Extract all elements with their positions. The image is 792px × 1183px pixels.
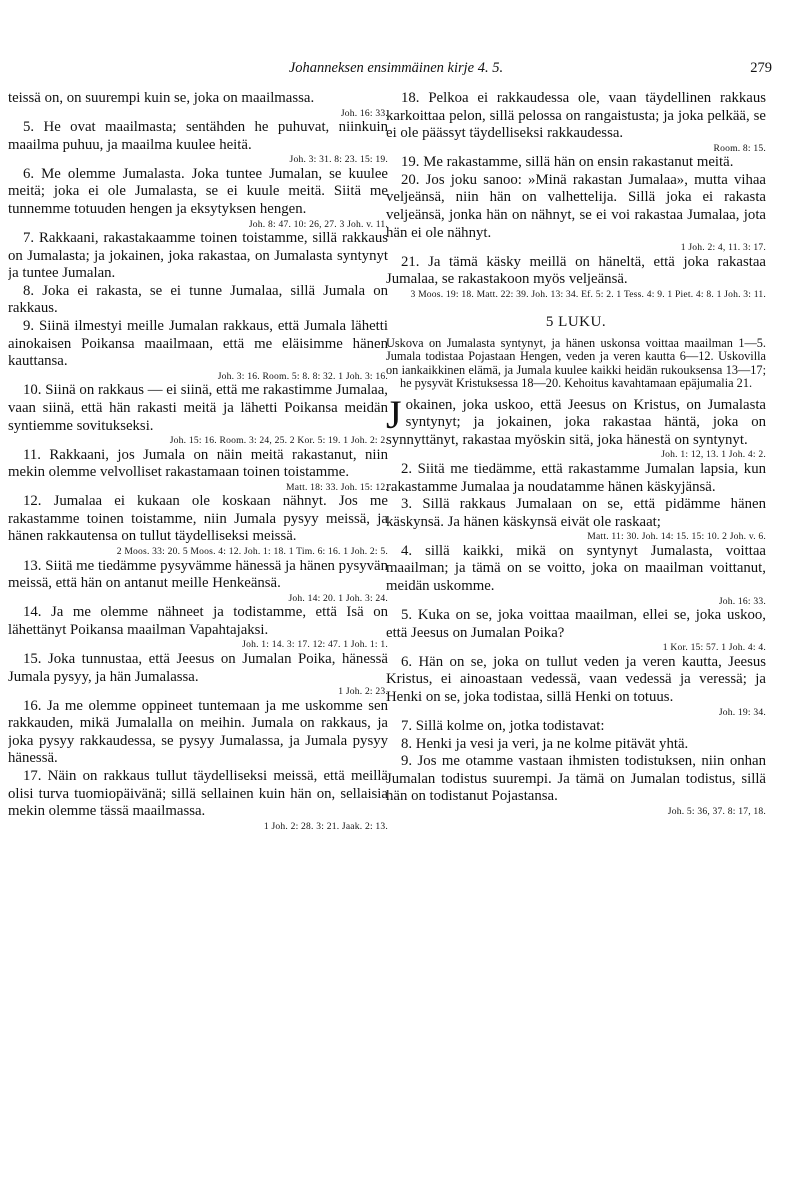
verse-text: 21. Ja tämä käsky meillä on häneltä, että joka rakastaa Jumalaa, se rakastakoon myös veljeänsä. bbox=[386, 253, 766, 288]
running-title: Johanneksen ensimmäinen kirje 4. 5. bbox=[288, 60, 504, 76]
cross-reference: Joh. 16: 33. bbox=[340, 107, 388, 119]
verse-text: 3. Sillä rakkaus Jumalaan on se, että pidämme hänen käskynsä. Ja hänen käskynsä eivät ole raskaat; bbox=[386, 496, 766, 530]
cross-reference: Matt. 18: 33. Joh. 15: 12. bbox=[286, 481, 388, 493]
cross-reference: 3 Moos. 19: 18. Matt. 22: 39. Joh. 13: 34. Ef. 5: 2. 1 Tess. 4: 9. 1 Piet. 4: 8. 1 Joh. 3: 11. bbox=[410, 288, 766, 300]
verse-text: 20. Jos joku sanoo: »Minä rakastan Jumalaa», mutta vihaa veljeänsä, niin hän on valhettelija. Sillä joka ei rakasta veljeänsä, jonka hän on nähnyt, se ei voi rakastaa Jumalaa, jota hän ei ole nähnyt. bbox=[386, 171, 766, 241]
verse bbox=[386, 461, 766, 496]
chapter-summary: Uskova on Jumalasta syntynyt, ja hänen uskonsa voittaa maailman 1—5. Jumala todistaa Pojastaan Hengen, veden ja veren kautta 6—12. Uskovilla on iankaikkinen elämä, ja Jumala kuulee kaikki heidän rukouksensa 13—17; he pysyvät Kristuksessa 18—20. Kehoitus kavahtamaan epäjumalia 21. bbox=[386, 336, 766, 391]
verse-text: 8. Henki ja vesi ja veri, ja ne kolme pitävät yhtä. bbox=[401, 735, 689, 752]
verse bbox=[8, 493, 388, 557]
verse bbox=[8, 318, 388, 382]
cross-reference: Joh. 3: 16. Room. 5: 8. 8: 32. 1 Joh. 3: 16. bbox=[217, 370, 388, 382]
right-column bbox=[386, 90, 766, 818]
verse-text: 8. Joka ei rakasta, se ei tunne Jumalaa, sillä Jumala on rakkaus. bbox=[8, 282, 388, 317]
cross-reference: Joh. 5: 36, 37. 8: 17, 18. bbox=[667, 806, 766, 818]
cross-reference: Joh. 14: 20. 1 Joh. 3: 24. bbox=[288, 592, 388, 604]
cross-reference: 1 Joh. 2: 23. bbox=[338, 686, 388, 698]
cross-reference: Joh. 3: 31. 8: 23. 15: 19. bbox=[289, 154, 388, 166]
verse bbox=[386, 90, 766, 154]
verse-text: 12. Jumalaa ei kukaan ole koskaan nähnyt. Jos me rakastamme toinen toistamme, niin Jumala pysyy meissä, ja hänen rakkautensa on tullut täydelliseksi meissä. bbox=[8, 493, 388, 545]
verse bbox=[386, 753, 766, 817]
verse bbox=[8, 382, 388, 446]
drop-cap: J bbox=[386, 391, 402, 437]
cross-reference: Joh. 8: 47. 10: 26, 27. 3 Joh. v. 11. bbox=[248, 218, 388, 230]
verse bbox=[386, 172, 766, 254]
verse-text: 17. Näin on rakkaus tullut täydelliseksi meissä, että meillä olisi turva tuomiopäivänä; sillä sellainen kuin hän on, sellaisia mekin olemme tässä maailmassa. bbox=[8, 768, 388, 820]
verse-text: okainen, joka uskoo, että Jeesus on Kristus, on Jumalasta syntynyt; ja jokainen, joka rakastaa häntä, joka on synnyttänyt, rakastaa myöskin sitä, joka hänestä on syntynyt. bbox=[386, 396, 766, 448]
verse bbox=[386, 154, 766, 172]
verse bbox=[386, 736, 766, 754]
verse-text: 7. Sillä kolme on, jotka todistavat: bbox=[401, 718, 605, 735]
cross-reference: Joh. 16: 33. bbox=[718, 595, 766, 607]
cross-reference: Joh. 15: 16. Room. 3: 24, 25. 2 Kor. 5: 19. 1 Joh. 2: 2. bbox=[169, 435, 388, 447]
verse bbox=[386, 543, 766, 607]
verse-text: 16. Ja me olemme oppineet tuntemaan ja me uskomme sen rakkauden, mikä Jumalalla on meihin. Jumala on rakkaus, ja joka pysyy rakkaudessa, se pysyy Jumalassa, ja Jumala pysyy hänessä. bbox=[8, 697, 388, 767]
cross-reference: Joh. 1: 14. 3: 17. 12: 47. 1 Joh. 1: 1. bbox=[242, 639, 388, 651]
verse bbox=[8, 698, 388, 768]
verse-text: 9. Jos me otamme vastaan ihmisten todistuksen, niin onhan Jumalan todistus suurempi. Ja tämä on Jumalan todistus, sillä hän on todistanut Pojastansa. bbox=[386, 753, 766, 805]
verse-text: 11. Rakkaani, jos Jumala on näin meitä rakastanut, niin mekin olemme velvolliset rakastamaan toinen toistamme. bbox=[8, 446, 388, 481]
verse bbox=[8, 90, 388, 119]
verse-text: 9. Siinä ilmestyi meille Jumalan rakkaus, että Jumala lähetti ainokaisen Poikansa maailmaan, että me eläisimme hänen kauttansa. bbox=[8, 318, 388, 370]
verse bbox=[8, 283, 388, 318]
verse-text: 4. sillä kaikki, mikä on syntynyt Jumalasta, voittaa maailman; ja tämä on se voitto, joka on maailman voittanut, meidän uskomme. bbox=[386, 542, 766, 594]
verse bbox=[8, 768, 388, 832]
cross-reference: 2 Moos. 33: 20. 5 Moos. 4: 12. Joh. 1: 18. 1 Tim. 6: 16. 1 Joh. 2: 5. bbox=[116, 546, 388, 558]
verse-text: 7. Rakkaani, rakastakaamme toinen toistamme, sillä rakkaus on Jumalasta; ja jokainen, joka rakastaa, on Jumalasta syntynyt ja tuntee Jumalan. bbox=[8, 230, 388, 282]
verse-text: 5. He ovat maailmasta; sentähden he puhuvat, niinkuin maailma puhuu, ja maailma kuulee heitä. bbox=[8, 119, 388, 153]
verse bbox=[8, 166, 388, 230]
verse-text: 10. Siinä on rakkaus — ei siinä, että me rakastimme Jumalaa, vaan siinä, että hän rakasti meitä ja lähetti Poikansa meidän syntiemme sovitukseksi. bbox=[8, 382, 388, 434]
verse-text: 2. Siitä me tiedämme, että rakastamme Jumalan lapsia, kun rakastamme Jumalaa ja noudatamme hänen käskyjänsä. bbox=[386, 460, 766, 495]
verse-text: 6. Hän on se, joka on tullut veden ja veren kautta, Jeesus Kristus, ei ainoastaan vedessä, vaan vedessä ja veressä; ja Henki on se, joka todistaa, sillä Henki on totuus. bbox=[386, 653, 766, 705]
cross-reference: 1 Joh. 2: 28. 3: 21. Jaak. 2: 13. bbox=[263, 820, 388, 832]
verse bbox=[386, 254, 766, 301]
verse-text: 15. Joka tunnustaa, että Jeesus on Jumalan Poika, hänessä Jumala pysyy, ja hän Jumalassa. bbox=[8, 650, 388, 685]
verse bbox=[386, 718, 766, 736]
verse-text: 5. Kuka on se, joka voittaa maailman, ellei se, joka uskoo, että Jeesus on Jumalan Poika? bbox=[386, 607, 766, 641]
verse bbox=[8, 651, 388, 698]
left-column bbox=[8, 90, 388, 832]
verse bbox=[8, 119, 388, 166]
verse-text: 13. Siitä me tiedämme pysyvämme hänessä ja hänen pysyvän meissä, että hän on antanut meille Henkeänsä. bbox=[8, 557, 388, 592]
verse bbox=[8, 558, 388, 605]
cross-reference: Matt. 11: 30. Joh. 14: 15. 15: 10. 2 Joh. v. 6. bbox=[587, 531, 766, 543]
verse-text: 18. Pelkoa ei rakkaudessa ole, vaan täydellinen rakkaus karkoittaa pelon, sillä pelossa on rangaistusta; ja joka pelkää, se ei ole päässyt täydelliseksi rakkaudessa. bbox=[386, 90, 766, 142]
verse bbox=[8, 230, 388, 283]
verse-text: 6. Me olemme Jumalasta. Joka tuntee Jumalan, se kuulee meitä; joka ei ole Jumalasta, se ei kuule meitä. Siitä me tunnemme totuuden hengen ja eksytyksen hengen. bbox=[8, 165, 388, 217]
verse bbox=[8, 604, 388, 651]
cross-reference: Joh. 19: 34. bbox=[718, 706, 766, 718]
verse-text: 19. Me rakastamme, sillä hän on ensin rakastanut meitä. bbox=[401, 154, 734, 171]
cross-reference: 1 Joh. 2: 4, 11. 3: 17. bbox=[680, 242, 766, 254]
cross-reference: Joh. 1: 12, 13. 1 Joh. 4: 2. bbox=[661, 449, 766, 461]
verse bbox=[386, 654, 766, 718]
verse-text: teissä on, on suurempi kuin se, joka on maailmassa. bbox=[8, 90, 315, 106]
verse bbox=[386, 496, 766, 543]
cross-reference: 1 Kor. 15: 57. 1 Joh. 4: 4. bbox=[662, 642, 766, 654]
cross-reference: Room. 8: 15. bbox=[713, 142, 766, 154]
verse-text: 14. Ja me olemme nähneet ja todistamme, että Isä on lähettänyt Poikansa maailman Vapahtajaksi. bbox=[8, 604, 388, 638]
page-number: 279 bbox=[750, 60, 772, 76]
chapter-heading: 5 LUKU. bbox=[545, 314, 607, 331]
verse bbox=[386, 607, 766, 654]
running-header bbox=[0, 60, 792, 82]
verse bbox=[386, 391, 766, 461]
verse bbox=[8, 447, 388, 494]
